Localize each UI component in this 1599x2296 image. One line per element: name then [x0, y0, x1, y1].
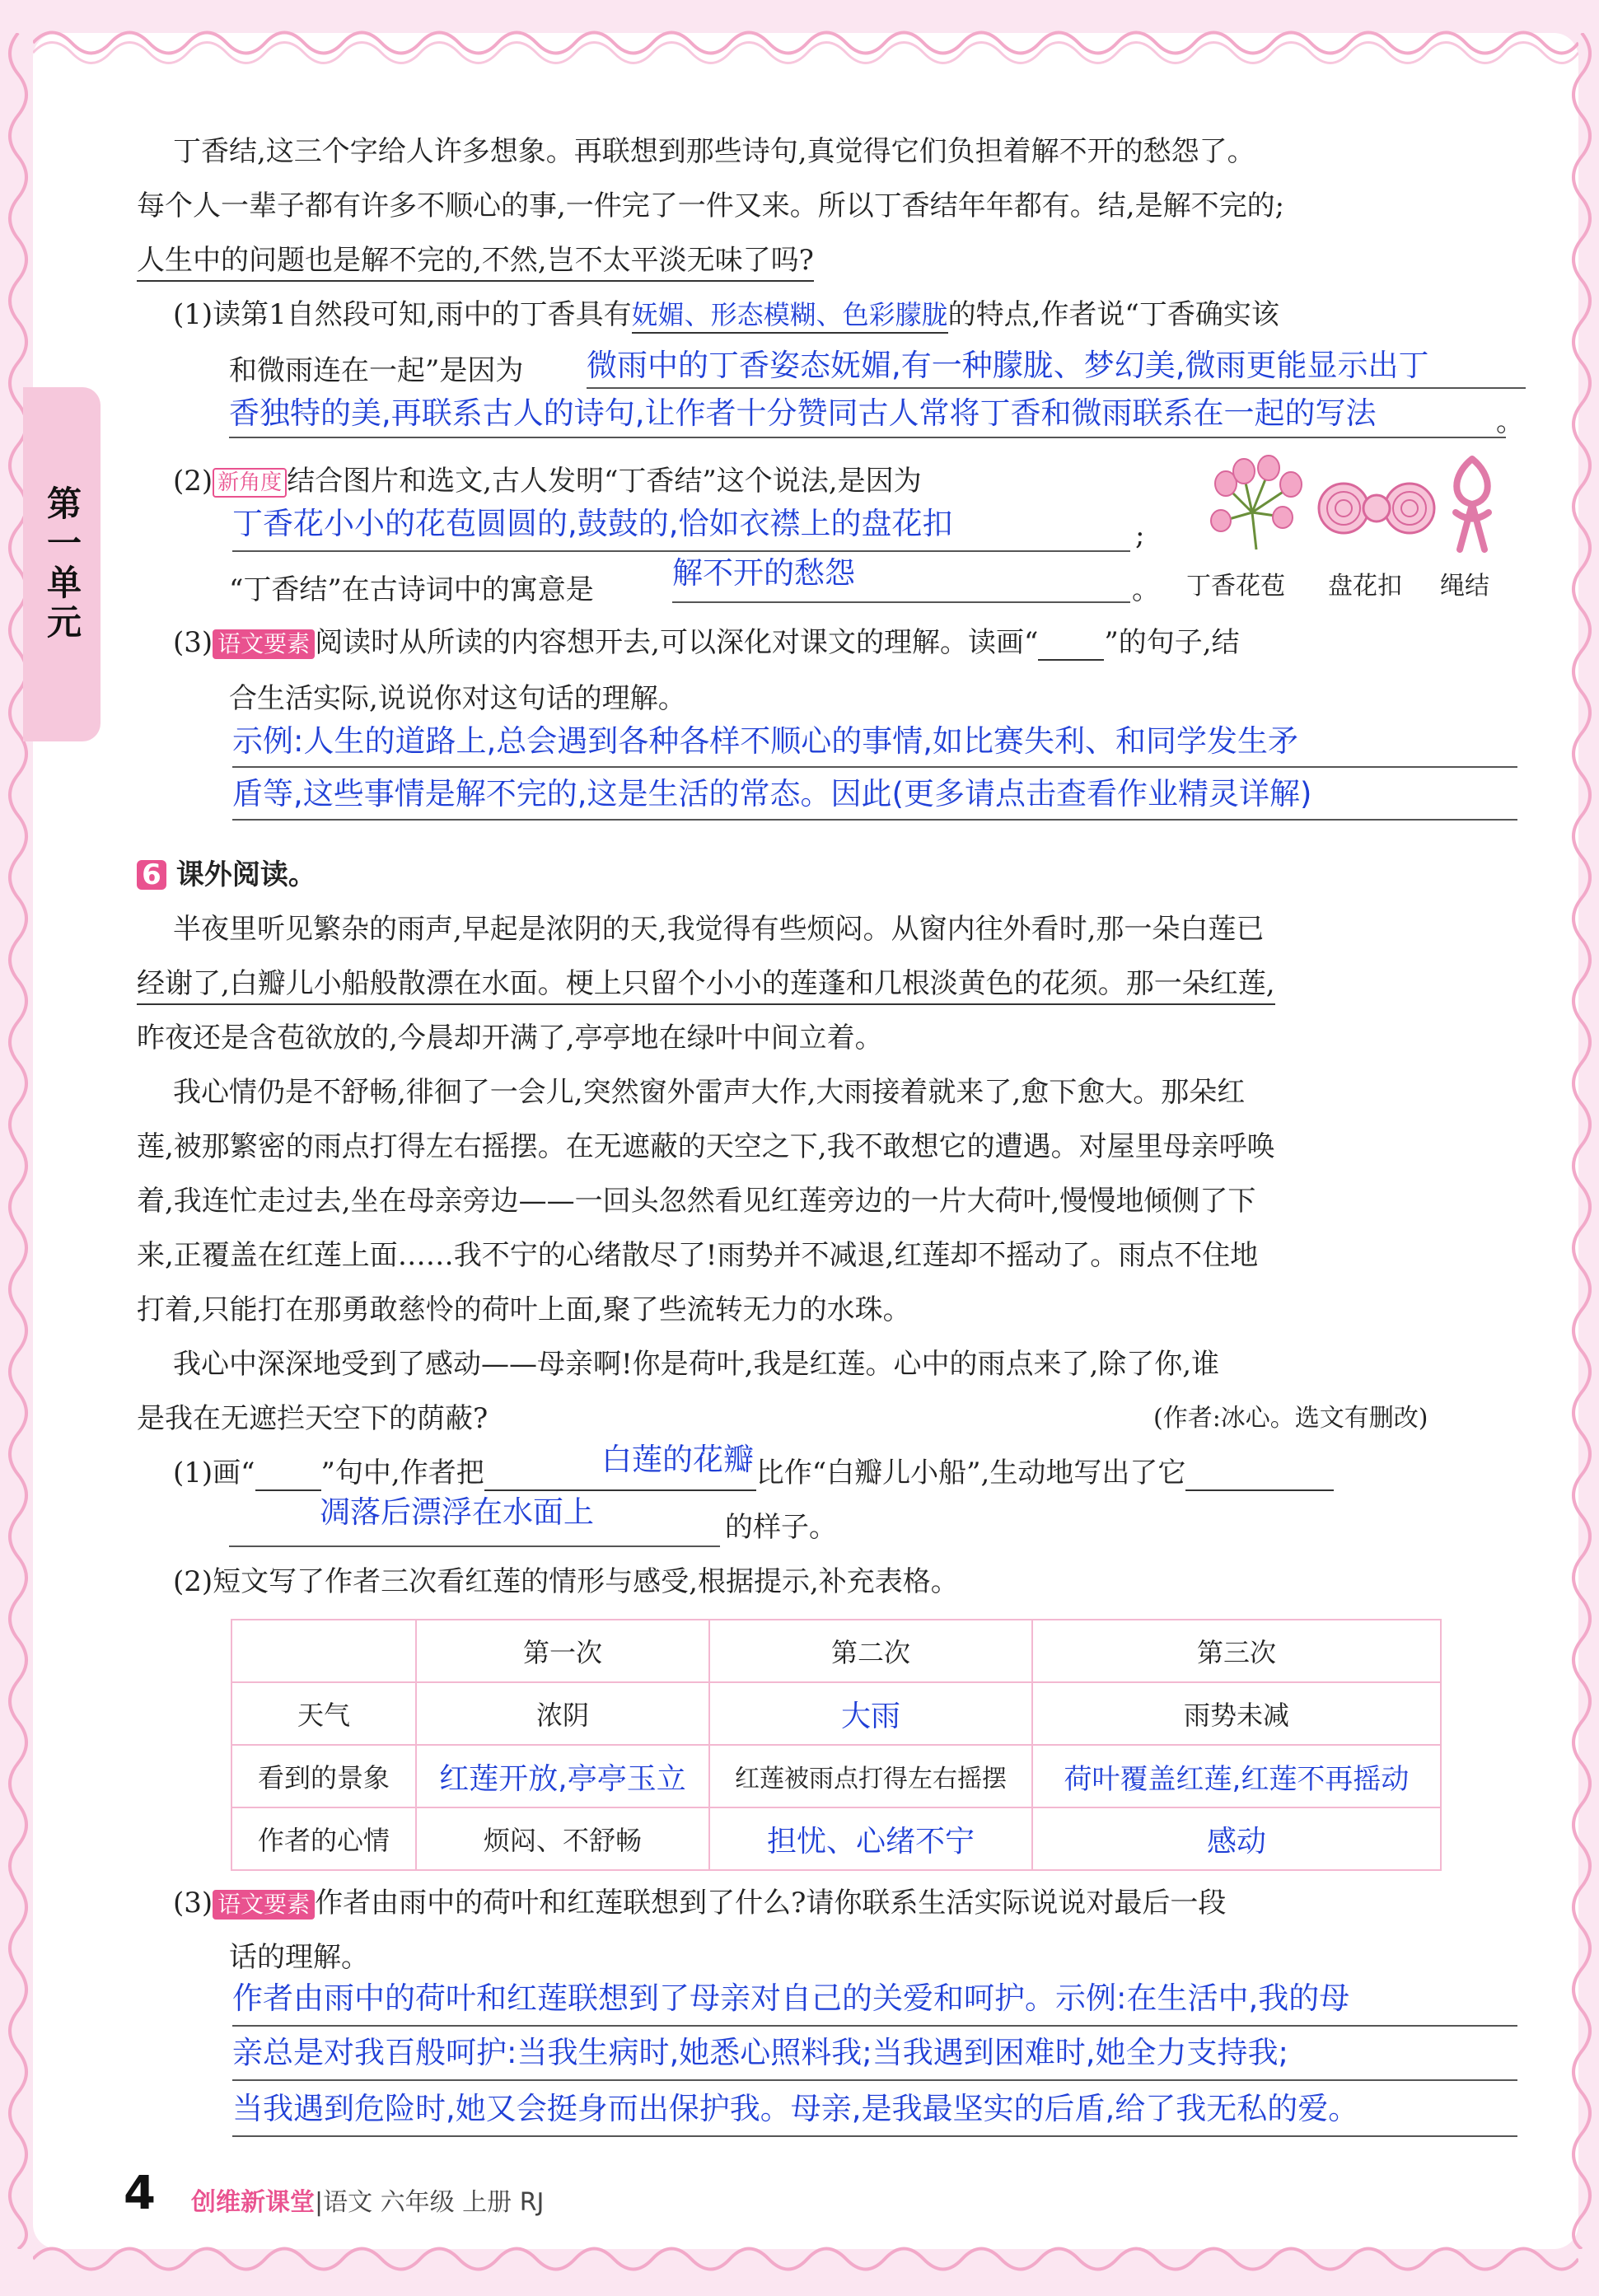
q3-answer-1: 示例:人生的道路上,总会遇到各种各样不顺心的事情,如比赛失利、和同学发生矛 [232, 723, 1298, 759]
passage1-line-3: 人生中的问题也是解不完的,不然,岂不太平淡无味了吗? [137, 242, 814, 282]
footer-brand: 创维新课堂 [191, 2188, 315, 2217]
table-header-cell: 第三次 [1032, 1620, 1441, 1682]
table-cell-answer: 荷叶覆盖红莲,红莲不再摇动 [1032, 1745, 1441, 1807]
wave-border-right [1565, 33, 1598, 2249]
wave-border-bottom [33, 2234, 1578, 2284]
q2-rule-2 [672, 601, 1130, 603]
table-row-label: 作者的心情 [231, 1807, 416, 1870]
page-number: 4 [124, 2167, 156, 2220]
table-cell-answer: 红莲开放,亭亭玉立 [416, 1745, 709, 1807]
r1-rule-2 [229, 1545, 720, 1547]
caption-button-knot: 盘花扣 [1328, 572, 1402, 601]
table-cell: 烦闷、不舒畅 [416, 1807, 709, 1870]
passage2-line-6: 着,我连忙走过去,坐在母亲旁边——一回头忽然看见红莲旁边的一片大荷叶,慢慢地倾侧了下 [137, 1185, 1256, 1218]
table-header-cell: 第二次 [709, 1620, 1032, 1682]
q1-end: 。 [1496, 405, 1524, 438]
r3-line-1: (3) 语文要素 作者由雨中的荷叶和红莲联想到了什么?请你联系生活实际说说对最后一段 [173, 1887, 1227, 1920]
r2-line: (2)短文写了作者三次看红莲的情形与感受,根据提示,补充表格。 [173, 1565, 959, 1598]
q3-line-2: 合生活实际,说说你对这句话的理解。 [229, 682, 686, 715]
table-row-label: 天气 [231, 1682, 416, 1745]
section-number: 6 [137, 860, 166, 890]
q2-semicolon: ; [1135, 519, 1145, 552]
unit-label: 第一单元 [42, 485, 82, 643]
table-row-label: 看到的景象 [231, 1745, 416, 1807]
lilac-bud-illustration [1203, 455, 1310, 554]
table-row [231, 1807, 1441, 1870]
table-cell: 雨势未减 [1032, 1682, 1441, 1745]
r3-rule-3 [232, 2135, 1517, 2137]
source-note: (作者:冰心。选文有删改) [1153, 1404, 1428, 1433]
passage2-line-5: 莲,被那繁密的雨点打得左右摇摆。在无遮蔽的天空之下,我不敢想它的遭遇。对屋里母亲呼唤 [137, 1130, 1275, 1163]
q1-rule-2 [229, 437, 1506, 438]
passage2-line-8: 打着,只能打在那勇敢慈怜的荷叶上面,聚了些流转无力的水珠。 [137, 1293, 911, 1326]
r3-answer-3: 当我遇到危险时,她又会挺身而出保护我。母亲,是我最坚实的后盾,给了我无私的爱。 [232, 2091, 1359, 2126]
unit-tab [23, 387, 101, 741]
passage2-line-9: 我心中深深地受到了感动——母亲啊!你是荷叶,我是红莲。心中的雨点来了,除了你,谁 [173, 1348, 1220, 1381]
new-angle-tag: 新角度 [213, 468, 287, 498]
q1-answer-line-2: 香独特的美,再联系古人的诗句,让作者十分赞同古人常将丁香和微雨联系在一起的写法 [229, 395, 1377, 431]
table-row [231, 1682, 1441, 1745]
table-cell-answer: 感动 [1032, 1807, 1441, 1870]
table-row [231, 1745, 1441, 1807]
wave-border-left [2, 33, 35, 2249]
rope-knot-illustration [1443, 455, 1501, 554]
q1-line-2: 和微雨连在一起”是因为 [229, 354, 524, 387]
passage2-line-7: 来,正覆盖在红莲上面……我不宁的心绪散尽了!雨势并不减退,红莲却不摇动了。雨点不住地 [137, 1239, 1259, 1272]
table-cell-answer: 大雨 [709, 1682, 1032, 1745]
wave-border-top [33, 18, 1578, 68]
q2-line-1: (2) 新角度 结合图片和选文,古人发明“丁香结”这个说法,是因为 [173, 465, 922, 498]
table-cell: 红莲被雨点打得左右摇摆 [709, 1745, 1032, 1807]
q2-rule-1 [232, 550, 1130, 552]
r3-answer-1: 作者由雨中的荷叶和红莲联想到了母亲对自己的关爱和呵护。示例:在生活中,我的母 [232, 1980, 1350, 2016]
table-header-row [231, 1620, 1441, 1682]
q1-answer-line-1: 微雨中的丁香姿态妩媚,有一种朦胧、梦幻美,微雨更能显示出丁 [587, 348, 1429, 383]
passage1-line-2: 每个人一辈子都有许多不顺心的事,一件完了一件又来。所以丁香结年年都有。结,是解不完的; [137, 189, 1285, 222]
q3-line-1: (3) 语文要素 阅读时从所读的内容想开去,可以深化对课文的理解。读画“ ”的句子,结 [173, 626, 1240, 659]
passage2-line-4: 我心情仍是不舒畅,徘徊了一会儿,突然窗外雷声大作,大雨接着就来了,愈下愈大。那朵红 [173, 1076, 1246, 1109]
q1-line-1: (1)读第1自然段可知,雨中的丁香具有妩媚、形态模糊、色彩朦胧的特点,作者说“丁香确实该 [173, 297, 1279, 333]
table-cell: 浓阴 [416, 1682, 709, 1745]
q3-answer-2: 盾等,这些事情是解不完的,这是生活的常态。因此(更多请点击查看作业精灵详解) [232, 776, 1312, 811]
r3-answer-2: 亲总是对我百般呵护:当我生病时,她悉心照料我;当我遇到困难时,她全力支持我; [232, 2035, 1288, 2070]
r3-rule-1 [232, 2025, 1517, 2027]
feelings-table [231, 1619, 1442, 1871]
button-knot-illustration [1315, 471, 1438, 545]
q1-rule-1 [587, 387, 1526, 389]
table-cell-answer: 担忧、心绪不宁 [709, 1807, 1032, 1870]
r1-line-1: (1)画“ ”句中,作者把 比作“白瓣儿小船”,生动地写出了它 [173, 1455, 1334, 1491]
q3-rule-2 [232, 819, 1517, 821]
passage2-line-3: 昨夜还是含苞欲放的,今晨却开满了,亭亭地在绿叶中间立着。 [137, 1022, 883, 1054]
q3-rule-1 [232, 766, 1517, 768]
r3-rule-2 [232, 2079, 1517, 2081]
passage2-line-1: 半夜里听见繁杂的雨声,早起是浓阴的天,我觉得有些烦闷。从窗内往外看时,那一朵白莲已 [173, 913, 1265, 946]
caption-lilac-bud: 丁香花苞 [1186, 572, 1285, 601]
footer-info: 创维新课堂|语文 六年级 上册 RJ [191, 2188, 545, 2217]
q2-answer-2: 解不开的愁怨 [672, 555, 855, 591]
passage2-line-10: 是我在无遮拦天空下的荫蔽? [137, 1402, 489, 1435]
r1-answer-2: 凋落后漂浮在水面上 [320, 1494, 594, 1530]
r3-line-2: 话的理解。 [229, 1941, 369, 1974]
q2-answer-1: 丁香花小小的花苞圆圆的,鼓鼓的,恰如衣襟上的盘花扣 [232, 506, 953, 541]
passage1-line-1: 丁香结,这三个字给人许多想象。再联想到那些诗句,真觉得它们负担着解不开的愁怨了。 [173, 135, 1255, 168]
table-header-cell: 第一次 [416, 1620, 709, 1682]
q1-answer-inline: 妩媚、形态模糊、色彩朦胧 [632, 299, 948, 334]
passage2-line-2: 经谢了,白瓣儿小船般散漂在水面。梗上只留个小小的莲蓬和几根淡黄色的花须。那一朵红莲, [137, 966, 1275, 1005]
language-element-tag: 语文要素 [213, 629, 315, 659]
q2-line-3: “丁香结”在古诗词中的寓意是 [229, 573, 594, 606]
r1-answer-1: 白莲的花瓣 [601, 1442, 754, 1477]
table-header-cell [231, 1620, 416, 1682]
r1-end: 的样子。 [725, 1511, 837, 1544]
language-element-tag-2: 语文要素 [213, 1890, 315, 1920]
caption-rope-knot: 绳结 [1440, 572, 1489, 601]
section-6-heading: 6 课外阅读。 [137, 857, 316, 893]
q2-end: 。 [1132, 573, 1160, 606]
